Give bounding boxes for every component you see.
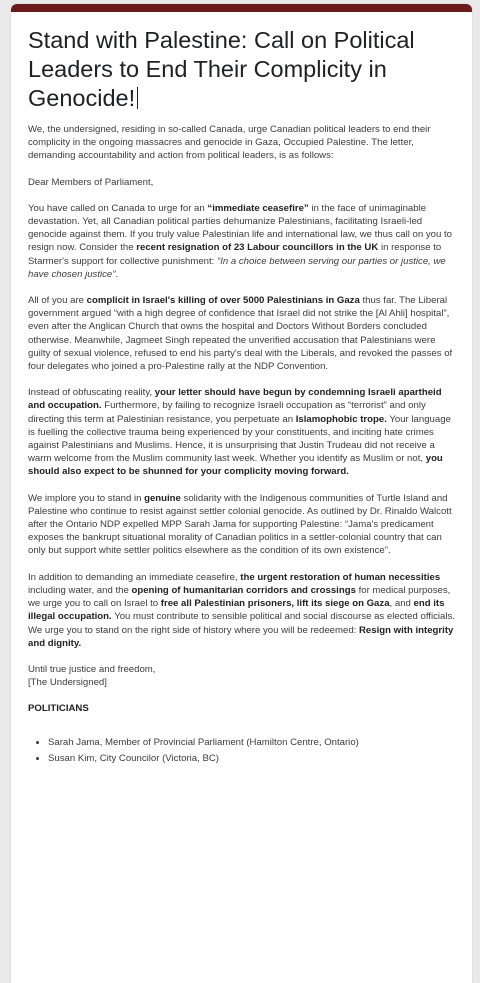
bold-run: the urgent restoration of human necessities — [240, 571, 441, 583]
text-run: in the face of unimaginable devastation. Yet, all Canadian political parties dehumanize Palestinians, facilitating Israeli-led genocide against them. If you truly value Palestinian life and international law, we thus call on you to resign now. Consider the — [28, 202, 452, 254]
text-run: We implore you to stand in — [28, 492, 145, 504]
text-run: , and — [389, 598, 414, 610]
paragraph-obfuscating — [28, 386, 458, 478]
text-run: Furthermore, by failing to recognize Israeli occupation as “terrorist” and only directing this term at Palestinian resistance, you perpetuate an — [28, 400, 426, 425]
text-run: . — [115, 268, 119, 280]
text-run: In addition to demanding an immediate ceasefire, — [28, 571, 241, 583]
bold-run: opening of humanitarian corridors and crossings — [131, 584, 356, 596]
text-run: thus far. The Liberal government argued “with a high degree of confidence that Israel did not strike the [Al Ahli] hospital”, even after the Anglican Church that owns the hospital and Doctors Without Borders concluded otherwise. Meanwhile, Jagmeet Singh repeated the unverified accusation that Palestinians were guilty of sexual violence, refused to end his party's deal with the Liberals, and revoked the passes of four delegates who joined a pro-Palestine rally at the NDP Convention. — [28, 295, 453, 373]
politicians-list — [28, 736, 458, 764]
bold-run: complicit in Israel's killing of over 5000 Palestinians in Gaza — [86, 295, 360, 307]
closing-block — [28, 663, 458, 689]
bold-run: recent resignation of 23 Labour councillors in the UK — [136, 242, 379, 254]
text-run: You must contribute to sensible political and social discourse as elected officials. We urge you to stand on the right side of history where you will be redeemed: — [28, 611, 455, 636]
bold-run: Islamophobic trope. — [295, 413, 387, 425]
form-content — [11, 12, 472, 765]
list-item: • Sarah Jama, Member of Provincial Parliament (Hamilton Centre, Ontario) — [48, 736, 458, 749]
form-title-text: Stand with Palestine: Call on Political Leaders to End Their Complicity in Genocide! — [28, 27, 415, 111]
quote-run: “In a choice between serving our parties or justice, we have chosen justice” — [28, 255, 446, 280]
bold-run: Resign with integrity and dignity. — [28, 624, 454, 649]
greeting: Dear Members of Parliament, — [28, 176, 154, 188]
text-run: for medical purposes, we urge you to call on Israel to — [28, 584, 451, 610]
bold-run: end its illegal occupation. — [28, 598, 445, 623]
bold-run: genuine — [144, 492, 181, 504]
bold-run: your letter should have begun by condemning Israeli apartheid and occupation. — [28, 387, 442, 412]
bold-run: “immediate ceasefire” — [207, 202, 309, 214]
form-card — [11, 4, 472, 983]
signature-line: [The Undersigned] — [28, 677, 107, 689]
text-run: Instead of obfuscating reality, — [28, 387, 155, 399]
text-run: You have called on Canada to urge for an — [28, 202, 208, 214]
text-run: solidarity with the Indigenous communities of Turtle Island and Palestine who continue to resist against settler colonial genocide. As outlined by Dr. Rinaldo Walcott after the Ontario NDP expelled MPP Sarah Jama for supporting Palestine: “Jama's predicament exposes the bankrupt situational morality of Canadian politics in a settler-colonial country that can only but support white settler politics elsewhere as the condition of its own existence”. — [28, 492, 452, 557]
text-run: in response to Starmer's support for collective punishment: — [28, 242, 442, 267]
paragraph-solidarity — [28, 492, 458, 558]
intro-paragraph: We, the undersigned, residing in so-called Canada, urge Canadian political leaders to end their complicity in the ongoing massacres and genocide in Gaza, Occupied Palestine. The letter, demanding accountability and action from political leaders, is as follows: — [28, 124, 431, 162]
politicians-heading: POLITICIANS — [28, 703, 89, 715]
text-run: All of you are — [28, 295, 87, 307]
bold-run: free all Palestinian prisoners, lift its siege on Gaza — [160, 598, 390, 610]
text-run: including water, and the — [28, 584, 132, 596]
paragraph-complicit — [28, 294, 458, 373]
paragraph-demands — [28, 571, 458, 650]
list-item: • Susan Kim, City Councilor (Victoria, BC) — [48, 752, 458, 765]
text-cursor — [137, 87, 138, 109]
text-run: Your language is fuelling the collective trauma being experienced by your constituents, and inciting hate crimes against Palestinians and Muslims. Hence, it is unsurprising that Justin Trudeau did not receive a warm welcome from the Muslim community last week. Whether you identify as Muslim or not, — [28, 413, 451, 465]
closing-line: Until true justice and freedom, — [28, 663, 156, 675]
form-title[interactable] — [28, 26, 458, 113]
bold-run: you should also expect to be shunned for your complicity moving forward. — [28, 453, 443, 478]
paragraph-ceasefire — [28, 202, 458, 281]
